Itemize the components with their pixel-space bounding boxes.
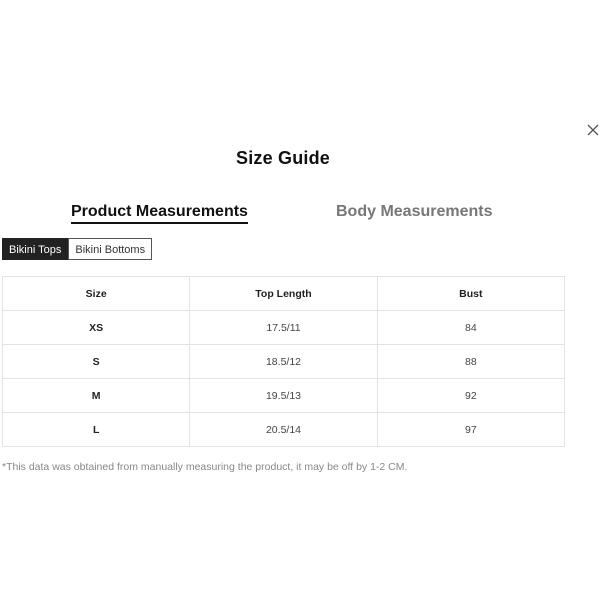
table-row <box>3 379 565 413</box>
subtab-bikini-tops[interactable]: Bikini Tops <box>2 238 68 260</box>
modal-title: Size Guide <box>235 148 331 168</box>
table-row <box>3 311 565 345</box>
table-header-row <box>3 277 565 311</box>
top-length-cell: 17.5/11 <box>190 311 377 345</box>
tab-body-measurements[interactable]: Body Measurements <box>336 203 493 220</box>
table-row <box>3 413 565 447</box>
subtab-bikini-bottoms[interactable]: Bikini Bottoms <box>68 238 152 260</box>
size-cell: M <box>3 379 190 413</box>
header-size: Size <box>3 277 190 311</box>
top-length-cell: 19.5/13 <box>190 379 377 413</box>
bust-cell: 88 <box>377 345 564 379</box>
close-icon[interactable] <box>585 122 600 138</box>
bust-cell: 84 <box>377 311 564 345</box>
category-subtabs <box>2 238 152 260</box>
top-length-cell: 18.5/12 <box>190 345 377 379</box>
size-table <box>2 276 565 447</box>
top-length-cell: 20.5/14 <box>190 413 377 447</box>
bust-cell: 92 <box>377 379 564 413</box>
size-cell: L <box>3 413 190 447</box>
tab-product-measurements[interactable]: Product Measurements <box>71 203 248 224</box>
header-top-length: Top Length <box>190 277 377 311</box>
size-cell: S <box>3 345 190 379</box>
measurement-disclaimer: *This data was obtained from manually measuring the product, it may be off by 1-2 CM. <box>2 461 408 473</box>
size-cell: XS <box>3 311 190 345</box>
table-row <box>3 345 565 379</box>
bust-cell: 97 <box>377 413 564 447</box>
header-bust: Bust <box>377 277 564 311</box>
